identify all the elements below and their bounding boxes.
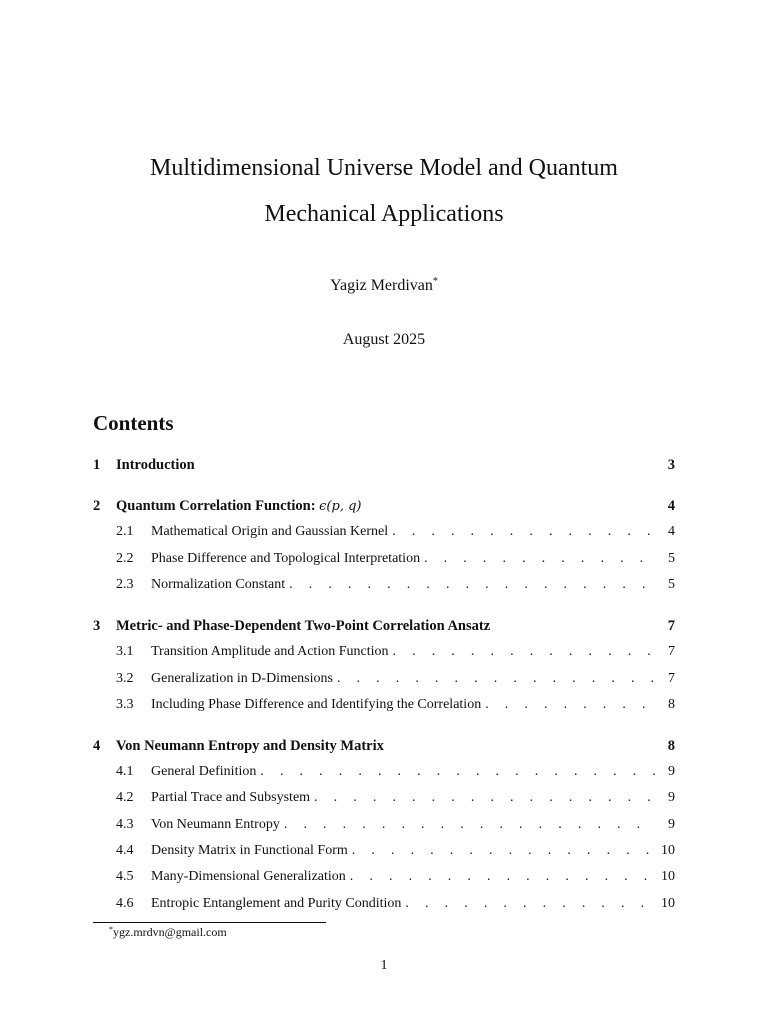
toc-leader-dots <box>405 896 655 912</box>
toc-title: Introduction <box>116 457 195 473</box>
toc-number: 3 <box>93 618 101 634</box>
toc-leader-dots <box>284 817 655 833</box>
footnote-mark: * <box>109 925 113 934</box>
toc-number: 3.1 <box>116 644 134 659</box>
toc-number: 2.2 <box>116 551 134 566</box>
toc-title: Entropic Entanglement and Purity Condition <box>151 896 402 911</box>
author-name: Yagiz Merdivan <box>330 277 433 294</box>
toc-number: 4.1 <box>116 764 134 779</box>
contents-heading: Contents <box>93 411 174 435</box>
toc-leader-dots <box>350 869 655 885</box>
toc-leader-dots <box>392 524 655 540</box>
toc-number: 1 <box>93 457 101 473</box>
toc-entry-3[interactable] <box>93 618 675 638</box>
toc-page: 4 <box>668 524 675 539</box>
toc-entry-4-5[interactable] <box>93 869 675 889</box>
toc-title: Many-Dimensional Generalization <box>151 869 346 884</box>
toc-title: General Definition <box>151 764 257 779</box>
toc-leader-dots <box>260 764 655 780</box>
toc-title-text: Quantum Correlation Function: <box>116 498 320 514</box>
toc-entry-3-3[interactable] <box>93 697 675 717</box>
toc-page: 7 <box>668 644 675 659</box>
toc-entry-4-3[interactable] <box>93 817 675 837</box>
toc-leader-dots <box>289 577 655 593</box>
toc-title: Normalization Constant <box>151 577 286 592</box>
toc-leader-dots <box>485 697 655 713</box>
toc-number: 4.3 <box>116 817 134 832</box>
toc-title <box>116 498 362 515</box>
toc-page: 4 <box>667 498 675 514</box>
toc-title: Generalization in D-Dimensions <box>151 671 333 686</box>
toc-number: 2 <box>93 498 101 514</box>
toc-title: Von Neumann Entropy <box>151 817 280 832</box>
toc-title: Phase Difference and Topological Interpretation <box>151 551 421 566</box>
toc-title: Including Phase Difference and Identifying the Correlation <box>151 697 482 712</box>
toc-leader-dots <box>424 551 655 567</box>
toc-leader-dots <box>393 644 656 660</box>
toc-page: 10 <box>661 896 675 911</box>
toc-leader-dots <box>314 790 655 806</box>
footnote-rule <box>93 922 326 923</box>
paper-title-line-1: Multidimensional Universe Model and Quantum <box>150 155 618 181</box>
toc-page: 7 <box>668 671 675 686</box>
footnote <box>109 925 227 940</box>
toc-page: 10 <box>661 843 675 858</box>
toc-entry-4-1[interactable] <box>93 764 675 784</box>
toc-title: Metric- and Phase-Dependent Two-Point Correlation Ansatz <box>116 618 491 634</box>
toc-page: 5 <box>668 577 675 592</box>
toc-title: Partial Trace and Subsystem <box>151 790 311 805</box>
toc-title: Transition Amplitude and Action Function <box>151 644 389 659</box>
toc-leader-dots <box>352 843 655 859</box>
toc-entry-2-3[interactable] <box>93 577 675 597</box>
toc-number: 4.6 <box>116 896 134 911</box>
toc-entry-3-1[interactable] <box>93 644 675 664</box>
toc-entry-2[interactable] <box>93 498 675 518</box>
toc-number: 2.3 <box>116 577 134 592</box>
toc-number: 2.1 <box>116 524 134 539</box>
toc-title-math: ϵ(p, q) <box>319 499 362 514</box>
toc-page: 7 <box>667 618 675 634</box>
toc-entry-4-4[interactable] <box>93 843 675 863</box>
date: August 2025 <box>342 331 426 348</box>
author-footnote-mark: * <box>432 276 438 287</box>
toc-title: Density Matrix in Functional Form <box>151 843 348 858</box>
toc-page: 9 <box>668 790 675 805</box>
toc-page: 5 <box>668 551 675 566</box>
toc-number: 4.5 <box>116 869 134 884</box>
toc-number: 4.2 <box>116 790 134 805</box>
toc-entry-2-1[interactable] <box>93 524 675 544</box>
toc-page: 9 <box>668 764 675 779</box>
paper-title-line-2: Mechanical Applications <box>264 201 504 227</box>
toc-page: 10 <box>661 869 675 884</box>
toc-title: Mathematical Origin and Gaussian Kernel <box>151 524 389 539</box>
toc-number: 3.3 <box>116 697 134 712</box>
toc-number: 3.2 <box>116 671 134 686</box>
toc-page: 3 <box>667 457 675 473</box>
toc-number: 4 <box>93 738 101 754</box>
toc-entry-2-2[interactable] <box>93 551 675 571</box>
author <box>0 276 768 295</box>
toc-leader-dots <box>337 671 655 687</box>
toc-entry-4-6[interactable] <box>93 896 675 916</box>
footnote-email[interactable]: ygz.mrdvn@gmail.com <box>113 925 227 939</box>
toc-page: 8 <box>667 738 675 754</box>
toc-number: 4.4 <box>116 843 134 858</box>
toc-entry-4-2[interactable] <box>93 790 675 810</box>
toc-entry-4[interactable] <box>93 738 675 758</box>
page-number: 1 <box>380 958 388 973</box>
toc-entry-1[interactable] <box>93 457 675 477</box>
toc-page: 9 <box>668 817 675 832</box>
toc-title: Von Neumann Entropy and Density Matrix <box>116 738 384 754</box>
toc-page: 8 <box>668 697 675 712</box>
toc-entry-3-2[interactable] <box>93 671 675 691</box>
